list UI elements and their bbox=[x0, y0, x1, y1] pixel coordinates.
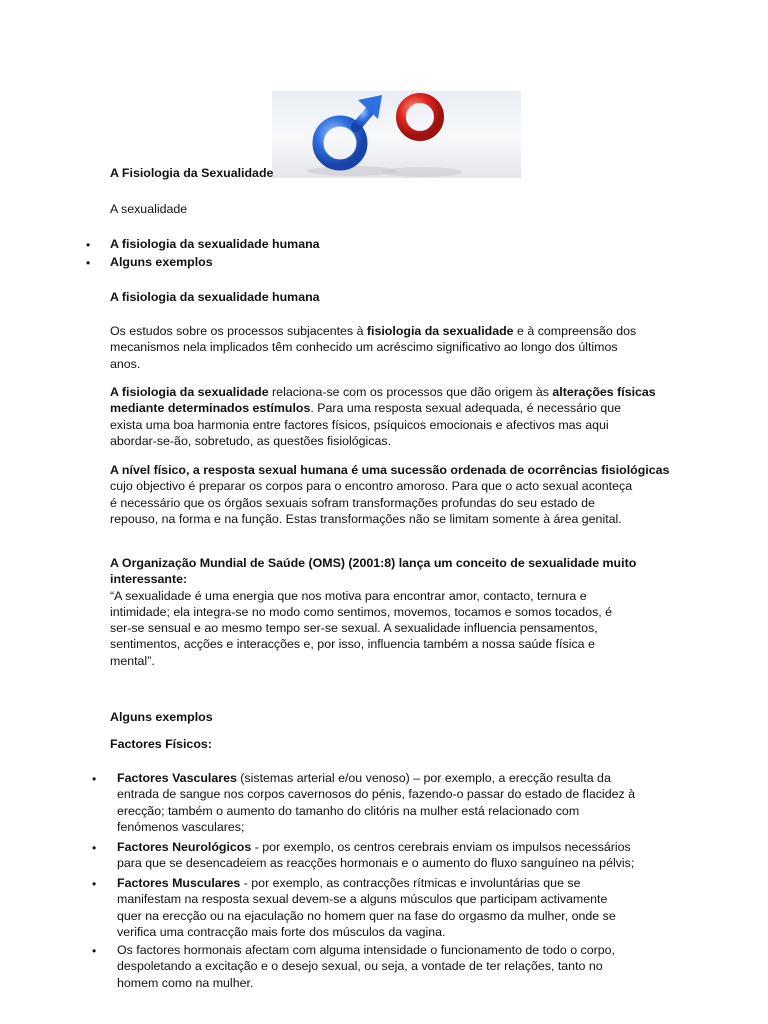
toc-item: Alguns exemplos bbox=[110, 255, 213, 269]
bullet-dot: • bbox=[92, 841, 97, 855]
paragraph: Os estudos sobre os processos subjacentes à fisiologia da sexualidade e à compreensão dos mecanismos nela implicados têm conhecido um acréscimo significativo ao longo dos últimos anos. bbox=[110, 324, 637, 371]
document-subtitle: A sexualidade bbox=[110, 202, 188, 216]
bullet-dot: • bbox=[92, 944, 97, 958]
toc-item: A fisiologia da sexualidade humana bbox=[110, 237, 320, 251]
paragraph: A fisiologia da sexualidade relaciona-se com os processos que dão origem às alterações físicas mediante determinados estímulos. Para uma resposta sexual adequada, é necessário que exista uma boa harmonia entre factores físicos, psíquicos emocionais e afectivos mas aqui abordar-se-ão, sobretudo, as questões fisiológicas. bbox=[110, 385, 656, 448]
gender-symbols-image bbox=[272, 91, 521, 178]
section-heading: Alguns exemplos bbox=[110, 710, 213, 724]
female-symbol-icon bbox=[401, 98, 439, 167]
bullet-dot: • bbox=[86, 256, 91, 270]
section-heading: A fisiologia da sexualidade humana bbox=[110, 290, 320, 304]
bullet-dot: • bbox=[92, 772, 97, 786]
list-item: Factores Vasculares (sistemas arterial e/ou venoso) – por exemplo, a erecção resulta da entrada de sangue nos corpos cavernosos do pénis, fazendo-o passar do estado de flacidez à erecção; também o aumento do tamanho do clitóris na mulher está relacionado com fenómenos vasculares; bbox=[117, 771, 635, 834]
gender-symbols-graphic bbox=[272, 91, 521, 178]
bullet-dot: • bbox=[92, 877, 97, 891]
male-symbol-icon bbox=[318, 95, 382, 165]
bullet-dot: • bbox=[86, 238, 91, 252]
list-item: Factores Neurológicos - por exemplo, os centros cerebrais enviam os impulsos necessários para que se desencadeiem as reacções hormonais e o aumento do fluxo sanguíneo na pélvis; bbox=[117, 840, 635, 871]
section-subheading: Factores Físicos: bbox=[110, 737, 212, 751]
list-item: Factores Musculares - por exemplo, as contracções rítmicas e involuntárias que se manifestam na resposta sexual devem-se a alguns músculos que participam activamente quer na erecção ou na ejaculação no homem quer na fase do orgasmo da mulher, onde se verifica uma contracção mais forte dos músculos da vagina. bbox=[117, 876, 616, 939]
paragraph: A nível físico, a resposta sexual humana é uma sucessão ordenada de ocorrências fisiológicas cujo objectivo é preparar os corpos para o encontro amoroso. Para que o acto sexual aconteça é necessário que os órgãos sexuais sofram transformações profundas do seu estado de repouso, na forma e na função. Estas transformações não se limitam somente à área genital. bbox=[110, 463, 670, 526]
list-item: Os factores hormonais afectam com alguma intensidade o funcionamento de todo o corpo, despoletando a excitação e o desejo sexual, ou seja, a vontade de ter relações, tanto no homem como na mulher. bbox=[117, 943, 615, 990]
document-title: A Fisiologia da Sexualidade bbox=[110, 166, 274, 180]
quote-paragraph: A Organização Mundial de Saúde (OMS) (2001:8) lança um conceito de sexualidade muito interessante: “A sexualidade é uma energia que nos motiva para encontrar amor, contacto, ternura e intimidade; ela integra-se no modo como sentimos, movemos, tocamos e somos tocados, é ser-se sensual e ao mesmo tempo ser-se sexual. A sexualidade influencia pensamentos, sentimentos, acções e interacções e, por isso, influencia também a nossa saúde física e mental”. bbox=[110, 556, 637, 668]
